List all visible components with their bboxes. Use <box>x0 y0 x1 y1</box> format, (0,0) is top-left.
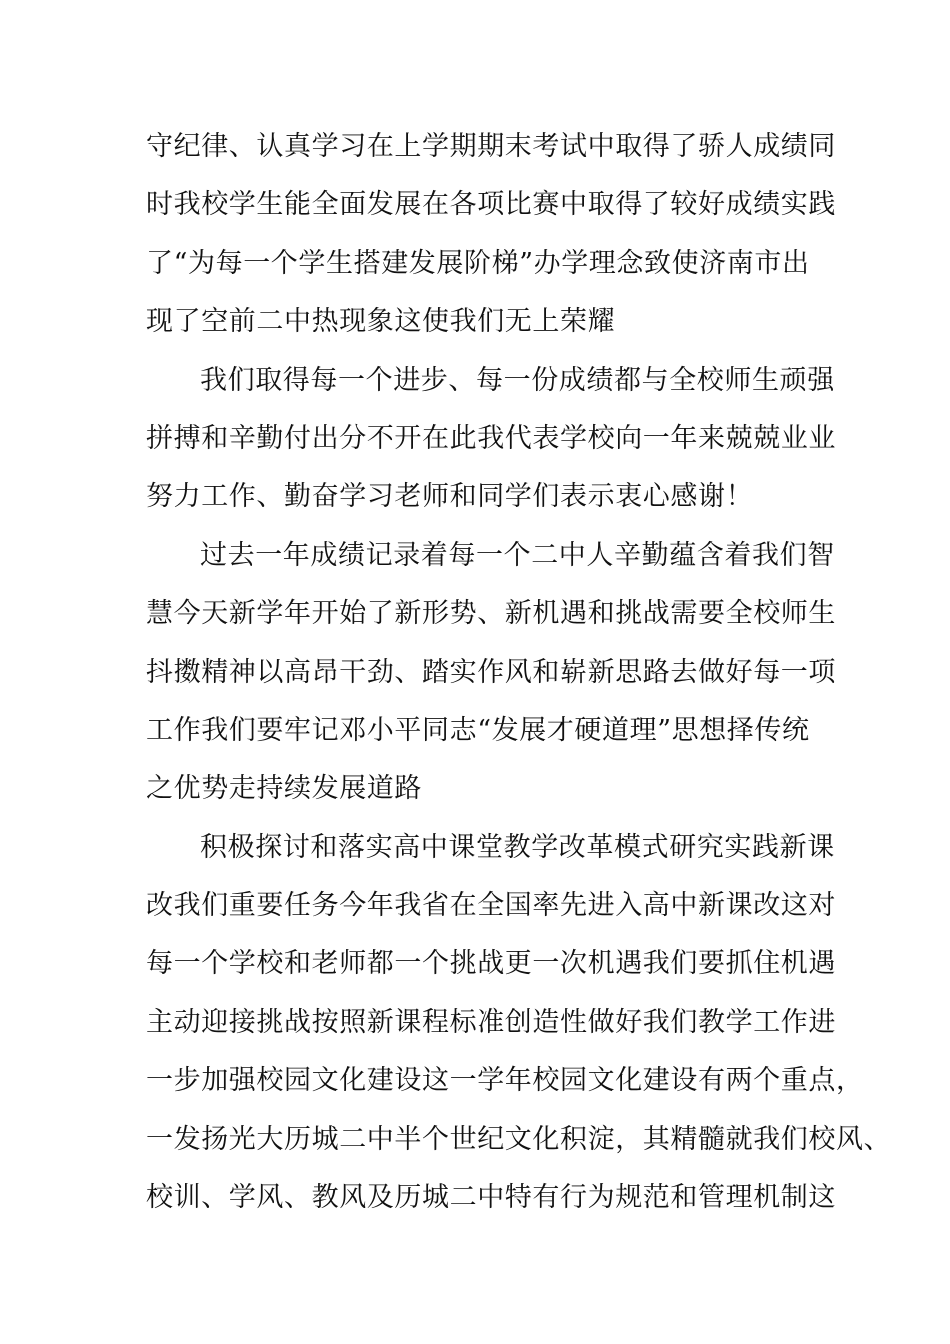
text-line: 抖擞精神以高昂干劲、踏实作风和崭新思路去做好每一项 <box>146 656 836 688</box>
paragraph-1 <box>146 118 836 352</box>
text-line: 积极探讨和落实高中课堂教学改革模式研究实践新课 <box>200 831 835 863</box>
paragraph-3 <box>146 527 836 819</box>
text-line: 努力工作、勤奋学习老师和同学们表示衷心感谢！ <box>146 481 754 513</box>
text-line: 现了空前二中热现象这使我们无上荣耀 <box>146 306 616 338</box>
text-line: 一步加强校园文化建设这一学年校园文化建设有两个重点， <box>146 1065 864 1097</box>
text-line: 守纪律、认真学习在上学期期末考试中取得了骄人成绩同 <box>146 131 836 162</box>
text-line: 过去一年成绩记录着每一个二中人辛勤蕴含着我们智 <box>200 539 835 571</box>
document-body <box>146 118 892 1227</box>
text-line: 了“为每一个学生搭建发展阶梯”办学理念致使济南市出 <box>146 247 810 279</box>
text-line: 改我们重要任务今年我省在全国率先进入高中新课改这对 <box>146 890 836 922</box>
text-line: 主动迎接挑战按照新课程标准创造性做好我们教学工作进 <box>146 1006 836 1038</box>
text-line: 之优势走持续发展道路 <box>146 773 422 805</box>
text-line: 拼搏和辛勤付出分不开在此我代表学校向一年来兢兢业业 <box>146 422 836 454</box>
text-line: 我们取得每一个进步、每一份成绩都与全校师生顽强 <box>200 364 835 396</box>
text-line: 一发扬光大历城二中半个世纪文化积淀，其精髓就我们校风、 <box>146 1123 892 1155</box>
paragraph-4 <box>146 819 892 1228</box>
paragraph-2 <box>146 352 836 527</box>
text-line: 时我校学生能全面发展在各项比赛中取得了较好成绩实践 <box>146 189 836 221</box>
text-line: 工作我们要牢记邓小平同志“发展才硬道理”思想择传统 <box>146 714 810 746</box>
text-line: 校训、学风、教风及历城二中特有行为规范和管理机制这 <box>146 1182 836 1214</box>
text-line: 每一个学校和老师都一个挑战更一次机遇我们要抓住机遇 <box>146 948 836 980</box>
text-line: 慧今天新学年开始了新形势、新机遇和挑战需要全校师生 <box>146 598 836 630</box>
